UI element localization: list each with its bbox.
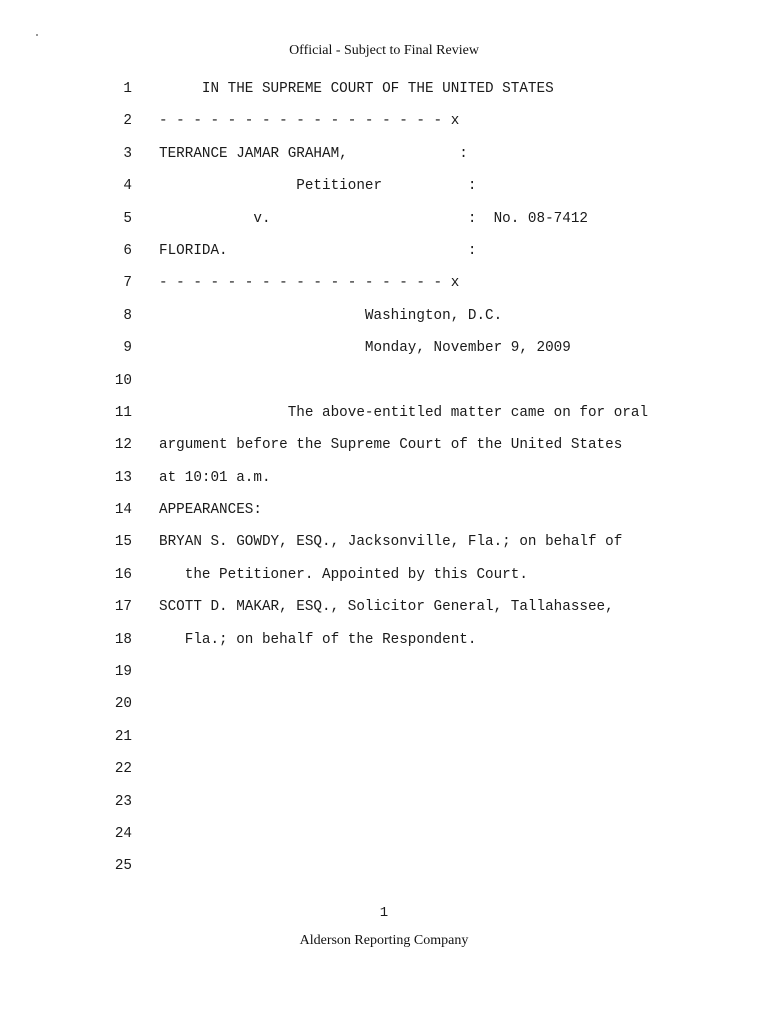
line-number: 25 bbox=[114, 858, 132, 875]
line-text: Fla.; on behalf of the Respondent. bbox=[159, 631, 477, 648]
transcript-line bbox=[0, 429, 768, 461]
line-text: Petitioner : bbox=[159, 178, 477, 195]
line-number: 19 bbox=[114, 664, 132, 681]
line-text: at 10:01 a.m. bbox=[159, 469, 271, 486]
line-number: 14 bbox=[114, 502, 132, 519]
transcript-line bbox=[0, 267, 768, 299]
line-text: The above-entitled matter came on for oral bbox=[159, 404, 649, 421]
page-header: Official - Subject to Final Review bbox=[289, 43, 479, 58]
transcript-body bbox=[0, 73, 768, 883]
line-number: 18 bbox=[114, 631, 132, 648]
line-text: TERRANCE JAMAR GRAHAM, : bbox=[159, 145, 468, 162]
line-text: FLORIDA. : bbox=[159, 242, 477, 259]
line-number: 2 bbox=[123, 113, 132, 130]
line-number: 11 bbox=[114, 404, 132, 421]
line-text: IN THE SUPREME COURT OF THE UNITED STATES bbox=[159, 81, 554, 97]
line-number: 24 bbox=[114, 825, 132, 842]
line-number: 23 bbox=[114, 793, 132, 810]
line-text: argument before the Supreme Court of the United States bbox=[159, 437, 623, 454]
line-text: Washington, D.C. bbox=[159, 307, 503, 324]
transcript-line bbox=[0, 656, 768, 688]
line-number: 3 bbox=[123, 145, 132, 162]
transcript-line bbox=[0, 397, 768, 429]
transcript-line bbox=[0, 462, 768, 494]
line-number: 5 bbox=[123, 210, 132, 227]
line-text: APPEARANCES: bbox=[159, 502, 262, 519]
line-number: 9 bbox=[123, 340, 132, 357]
line-number: 21 bbox=[114, 728, 132, 745]
page-number: 1 bbox=[379, 905, 389, 921]
line-number: 16 bbox=[114, 566, 132, 583]
transcript-line bbox=[0, 850, 768, 882]
line-number: 13 bbox=[114, 469, 132, 486]
line-number: 22 bbox=[114, 761, 132, 778]
transcript-line bbox=[0, 332, 768, 364]
line-text: SCOTT D. MAKAR, ESQ., Solicitor General, Tallahassee, bbox=[159, 599, 614, 616]
transcript-line bbox=[0, 138, 768, 170]
transcript-line bbox=[0, 624, 768, 656]
line-number: 10 bbox=[114, 372, 132, 389]
line-number: 8 bbox=[123, 307, 132, 324]
scan-speck bbox=[36, 34, 38, 36]
transcript-line bbox=[0, 300, 768, 332]
line-number: 7 bbox=[123, 275, 132, 292]
transcript-line bbox=[0, 105, 768, 137]
transcript-line bbox=[0, 494, 768, 526]
line-number: 15 bbox=[114, 534, 132, 551]
line-number: 17 bbox=[114, 599, 132, 616]
transcript-line bbox=[0, 203, 768, 235]
line-number: 12 bbox=[114, 437, 132, 454]
line-text: BRYAN S. GOWDY, ESQ., Jacksonville, Fla.; on behalf of bbox=[159, 534, 623, 551]
transcript-line bbox=[0, 235, 768, 267]
transcript-line bbox=[0, 365, 768, 397]
transcript-line bbox=[0, 688, 768, 720]
transcript-line bbox=[0, 526, 768, 558]
line-text: the Petitioner. Appointed by this Court. bbox=[159, 566, 528, 583]
transcript-line bbox=[0, 73, 768, 105]
line-number: 1 bbox=[123, 81, 132, 97]
transcript-line bbox=[0, 559, 768, 591]
transcript-line bbox=[0, 170, 768, 202]
line-text: - - - - - - - - - - - - - - - - - x bbox=[159, 275, 460, 292]
transcript-line bbox=[0, 721, 768, 753]
line-text: - - - - - - - - - - - - - - - - - x bbox=[159, 113, 460, 130]
transcript-line bbox=[0, 818, 768, 850]
line-text: v. : No. 08-7412 bbox=[159, 210, 588, 227]
line-number: 4 bbox=[123, 178, 132, 195]
line-text: Monday, November 9, 2009 bbox=[159, 340, 571, 357]
transcript-line bbox=[0, 786, 768, 818]
footer-company: Alderson Reporting Company bbox=[299, 933, 469, 948]
line-number: 20 bbox=[114, 696, 132, 713]
transcript-line bbox=[0, 591, 768, 623]
transcript-line bbox=[0, 753, 768, 785]
line-number: 6 bbox=[123, 242, 132, 259]
